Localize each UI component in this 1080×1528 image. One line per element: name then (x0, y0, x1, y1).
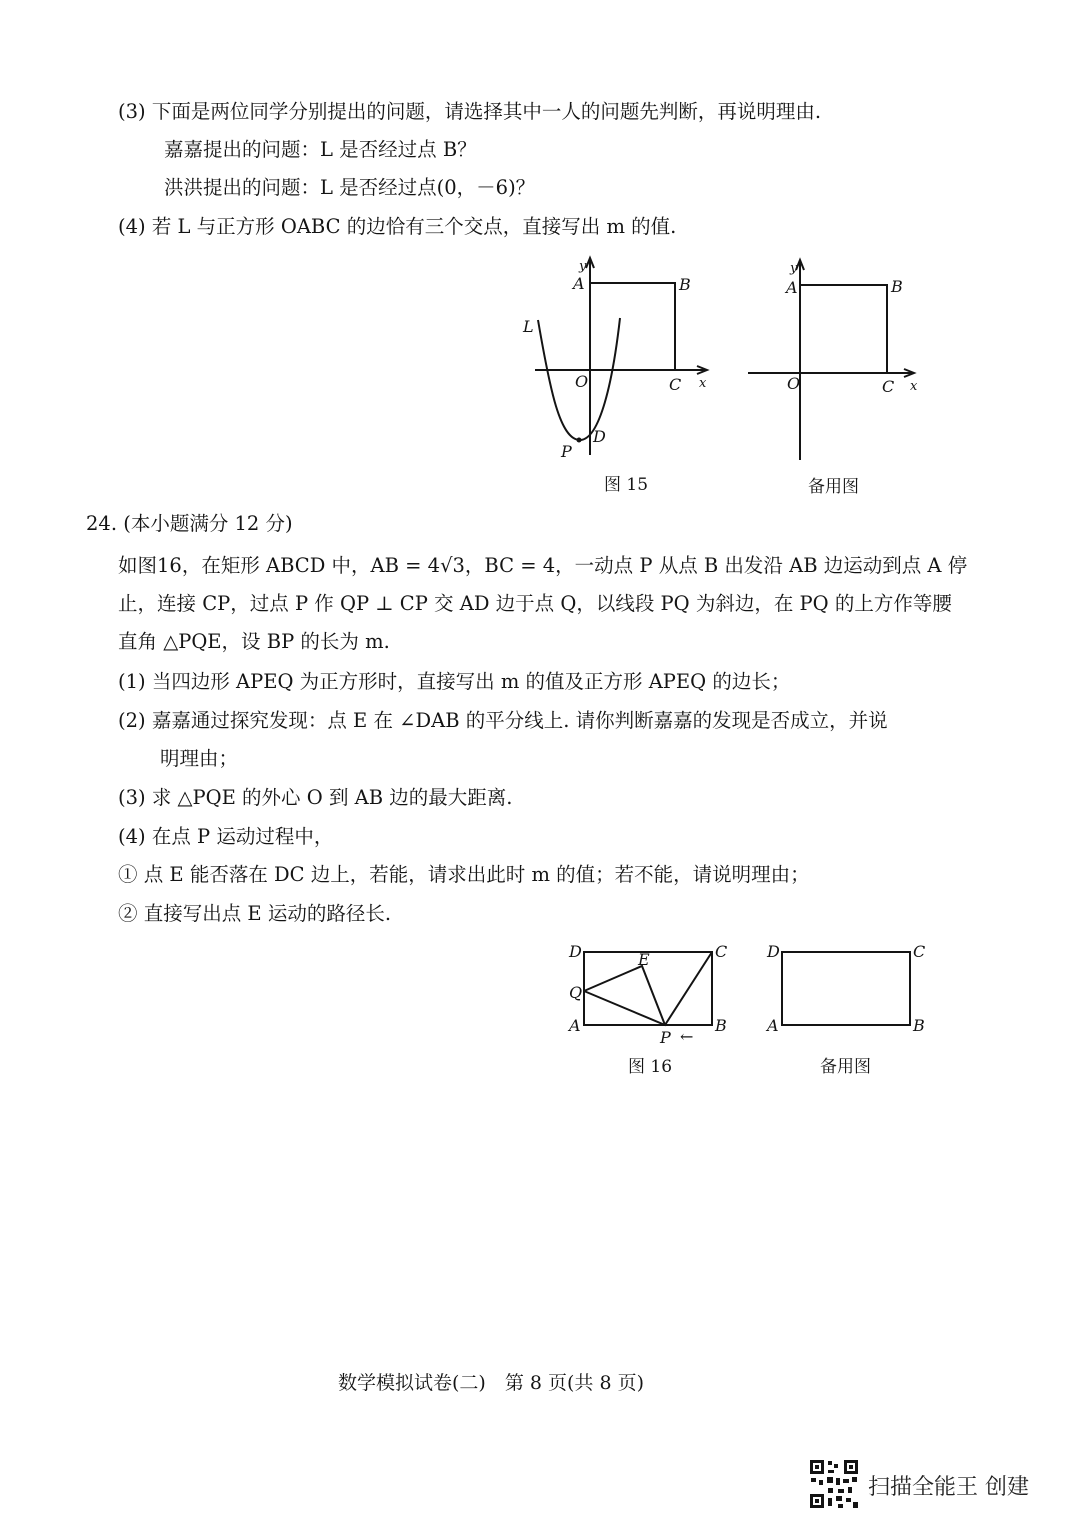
figure-16-spare (760, 938, 935, 1038)
qr-code-icon (808, 1458, 860, 1510)
spare16-label-c: C (913, 942, 926, 961)
label-a: A (573, 274, 585, 293)
spare-label-a: A (786, 278, 798, 297)
spare-label-y: y (790, 261, 798, 276)
figure-16 (560, 938, 740, 1050)
spare-label-c: C (882, 377, 895, 396)
label-x: x (699, 376, 707, 391)
fig16-label-p: P (660, 1028, 671, 1047)
fig16-label-e: E (638, 950, 650, 969)
q24-part4-sub1: ① 点 E 能否落在 DC 边上，若能，请求出此时 m 的值；若不能，请说明理由； (118, 863, 810, 886)
fig16-label-d: D (569, 942, 582, 961)
q24-part2-line1: (2) 嘉嘉通过探究发现：点 E 在 ∠DAB 的平分线上. 请你判断嘉嘉的发现是否成立，并说 (118, 709, 888, 732)
label-o: O (575, 372, 589, 391)
label-l: L (523, 317, 534, 336)
label-c: C (669, 375, 682, 394)
figure-16-spare-caption: 备用图 (820, 1057, 871, 1077)
label-y: y (579, 259, 587, 274)
q24-part3: (3) 求 △PQE 的外心 O 到 AB 边的最大距离. (118, 786, 513, 809)
q23-part3: (3) 下面是两位同学分别提出的问题，请选择其中一人的问题先判断，再说明理由. (118, 100, 822, 123)
q23-hongqi-question: 洪洪提出的问题：L 是否经过点(0，－6)？ (164, 176, 536, 199)
square-oabc (590, 283, 675, 370)
figure-15-spare (740, 250, 940, 470)
fig16-label-c: C (715, 942, 728, 961)
q24-part1: (1) 当四边形 APEQ 为正方形时，直接写出 m 的值及正方形 APEQ 的边长； (118, 670, 791, 693)
point-p-dot (577, 438, 582, 443)
spare16-label-b: B (913, 1016, 925, 1035)
fig16-arrow: ← (680, 1027, 694, 1046)
page-footer: 数学模拟试卷(二) 第 8 页(共 8 页) (338, 1372, 644, 1394)
figure-15-spare-caption: 备用图 (808, 477, 859, 497)
spare-label-o: O (787, 374, 801, 393)
q24-part2-line2: 明理由； (160, 747, 239, 770)
fig16-label-q: Q (569, 983, 583, 1002)
q24-stem-line3: 直角 △PQE，设 BP 的长为 m. (118, 630, 390, 653)
label-d: D (593, 427, 606, 446)
spare-label-x: x (910, 379, 918, 394)
figure-16-caption: 图 16 (628, 1057, 673, 1077)
label-b: B (679, 275, 691, 294)
q24-stem-line1: 如图16，在矩形 ABCD 中，AB = 4√3，BC = 4，一动点 P 从点 B 出发沿 AB 边运动到点 A 停 (118, 554, 968, 577)
q24-header: 24. (本小题满分 12 分) (86, 512, 293, 535)
spare16-label-a: A (767, 1016, 779, 1035)
q24-part4-sub2: ② 直接写出点 E 运动的路径长. (118, 902, 392, 925)
figure-15 (505, 250, 735, 470)
scanner-watermark-text: 扫描全能王 创建 (868, 1475, 1029, 1500)
spare-label-b: B (891, 277, 903, 296)
fig16-label-a: A (569, 1016, 581, 1035)
q24-part4: (4) 在点 P 运动过程中， (118, 825, 334, 848)
spare16-label-d: D (767, 942, 780, 961)
q23-jiajia-question: 嘉嘉提出的问题：L 是否经过点 B？ (164, 138, 477, 161)
q23-part4: (4) 若 L 与正方形 OABC 的边恰有三个交点，直接写出 m 的值. (118, 215, 677, 238)
label-p: P (561, 442, 572, 461)
fig16-label-b: B (715, 1016, 727, 1035)
q24-stem-line2: 止，连接 CP，过点 P 作 QP ⊥ CP 交 AD 边于点 Q，以线段 PQ 为斜边，在 PQ 的上方作等腰 (118, 592, 952, 615)
figure-15-caption: 图 15 (604, 475, 649, 495)
